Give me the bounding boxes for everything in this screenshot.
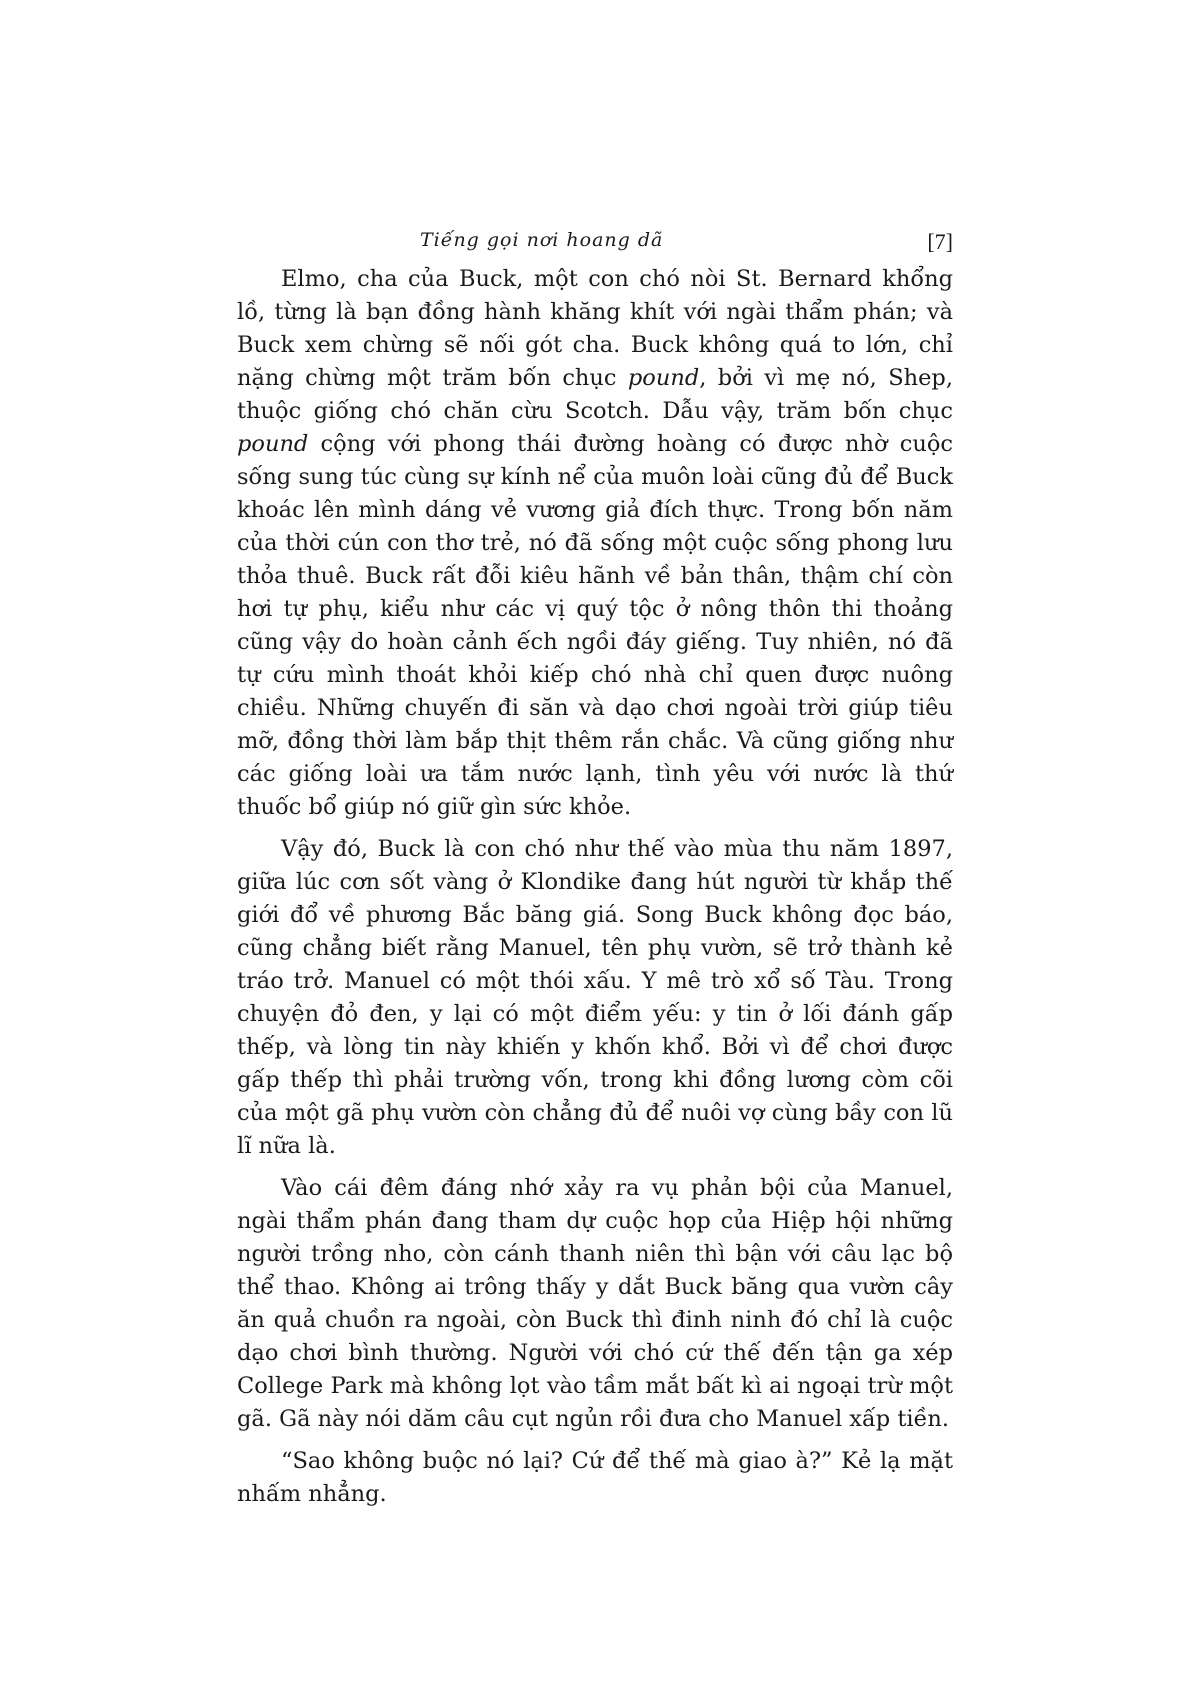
page-number: [7]	[927, 229, 953, 254]
text-run: Vậy đó, Buck là con chó như thế vào mùa thu năm 1897, giữa lúc cơn sốt vàng ở Klondike đang hút người từ khắp thế giới đổ về phương Bắc băng giá. Song Buck không đọc báo, cũng chẳng biết rằng Manuel, tên phụ vườn, sẽ trở thành kẻ tráo trở. Manuel có một thói xấu. Y mê trò xổ số Tàu. Trong chuyện đỏ đen, y lại có một điểm yếu: y tin ở lối đánh gấp thếp, và lòng tin này khiến y khốn khổ. Bởi vì để chơi được gấp thếp thì phải trường vốn, trong khi đồng lương còm cõi của một gã phụ vườn còn chẳng đủ để nuôi vợ cùng bầy con lũ lĩ nữa là.	[237, 836, 953, 1159]
text-run: , bởi vì mẹ nó, Shep, thuộc giống chó chăn cừu Scotch. Dẫu vậy, trăm bốn chục	[237, 365, 953, 424]
text-run: Elmo, cha của Buck, một con chó nòi St. Bernard khổng lồ, từng là bạn đồng hành khăng khít với ngài thẩm phán; và Buck xem chừng sẽ nối gót cha. Buck không quá to lớn, chỉ nặng chừng một trăm bốn chục	[237, 266, 953, 391]
paragraph-3	[237, 1172, 953, 1436]
paragraph-2	[237, 833, 953, 1163]
text-run: Vào cái đêm đáng nhớ xảy ra vụ phản bội của Manuel, ngài thẩm phán đang tham dự cuộc họp của Hiệp hội những người trồng nho, còn cánh thanh niên thì bận với câu lạc bộ thể thao. Không ai trông thấy y dắt Buck băng qua vườn cây ăn quả chuồn ra ngoài, còn Buck thì đinh ninh đó chỉ là cuộc dạo chơi bình thường. Người với chó cứ thế đến tận ga xép College Park mà không lọt vào tầm mắt bất kì ai ngoại trừ một gã. Gã này nói dăm câu cụt ngủn rồi đưa cho Manuel xấp tiền.	[237, 1175, 953, 1432]
text-run: cộng với phong thái đường hoàng có được nhờ cuộc sống sung túc cùng sự kính nể của muôn loài cũng đủ để Buck khoác lên mình dáng vẻ vương giả đích thực. Trong bốn năm của thời cún con thơ trẻ, nó đã sống một cuộc sống phong lưu thỏa thuê. Buck rất đỗi kiêu hãnh về bản thân, thậm chí còn hơi tự phụ, kiểu như các vị quý tộc ở nông thôn thi thoảng cũng vậy do hoàn cảnh ếch ngồi đáy giếng. Tuy nhiên, nó đã tự cứu mình thoát khỏi kiếp chó nhà chỉ quen được nuông chiều. Những chuyến đi săn và dạo chơi ngoài trời giúp tiêu mỡ, đồng thời làm bắp thịt thêm rắn chắc. Và cũng giống như các giống loài ưa tắm nước lạnh, tình yêu với nước là thứ thuốc bổ giúp nó giữ gìn sức khỏe.	[237, 431, 953, 820]
body-text	[237, 263, 953, 1520]
running-title: Tiếng gọi nơi hoang dã	[420, 229, 664, 251]
text-run: “Sao không buộc nó lại? Cứ để thế mà giao à?” Kẻ lạ mặt nhấm nhẳng.	[237, 1448, 953, 1507]
paragraph-1	[237, 263, 953, 824]
italic-term: pound	[237, 431, 309, 457]
italic-term: pound	[627, 365, 700, 391]
paragraph-4	[237, 1445, 953, 1511]
